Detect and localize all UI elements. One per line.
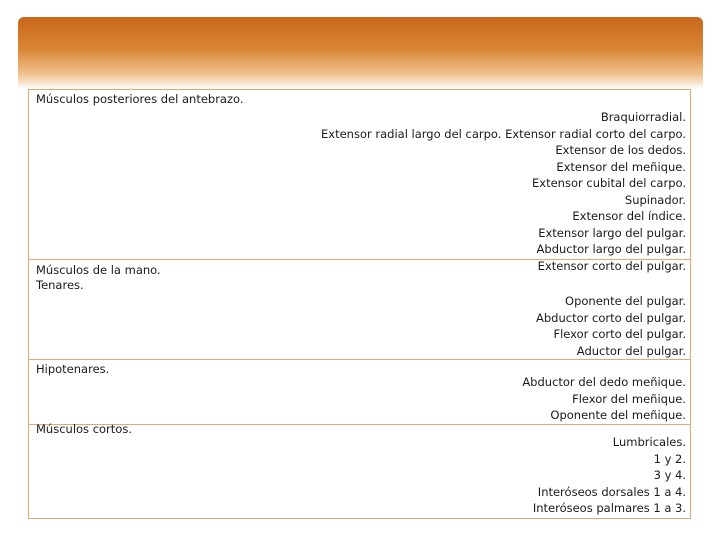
list-item: Extensor del índice. (572, 209, 686, 223)
list-item: 1 y 2. (653, 451, 686, 466)
list-item: Extensor corto del pulgar. (537, 258, 686, 273)
list-item: Supinador. (624, 192, 686, 207)
list-item: Abductor del dedo meñique. (522, 375, 686, 389)
section-items (533, 434, 686, 517)
list-item: Extensor del meñique. (556, 159, 686, 174)
list-item: Abductor corto del pulgar. (536, 310, 686, 325)
list-item: Braquiorradial. (600, 110, 686, 124)
list-item: Oponente del pulgar. (565, 294, 686, 308)
section-label: Músculos de la mano. (36, 263, 161, 277)
section-items (321, 109, 686, 274)
table-row (29, 359, 690, 424)
list-item: Oponente del meñique. (550, 408, 686, 422)
section-items (522, 374, 686, 424)
table-row (29, 259, 690, 359)
list-item: Extensor de los dedos. (555, 143, 686, 157)
subsection-label: Tenares. (36, 278, 84, 292)
content-table (28, 89, 691, 519)
table-row (29, 424, 690, 518)
list-item: Extensor cubital del carpo. (532, 176, 686, 190)
list-item: Interóseos palmares 1 a 3. (532, 501, 686, 515)
list-item: Extensor largo del pulgar. (538, 225, 686, 240)
list-item: Flexor del meñique. (572, 391, 686, 406)
list-item: 3 y 4. (653, 468, 686, 482)
list-item: Aductor del pulgar. (576, 343, 686, 358)
section-items (536, 293, 686, 359)
list-item: Interóseos dorsales 1 a 4. (537, 484, 686, 499)
list-item: Flexor corto del pulgar. (553, 327, 686, 341)
section-label: Músculos cortos. (36, 422, 132, 436)
section-label: Músculos posteriores del antebrazo. (36, 92, 244, 106)
header-band (18, 17, 703, 89)
list-item: Extensor radial largo del carpo. Extensor radial corto del carpo. (321, 126, 686, 141)
section-label: Hipotenares. (36, 362, 110, 376)
list-item: Lumbricales. (612, 435, 686, 449)
list-item: Abductor largo del pulgar. (536, 242, 686, 256)
